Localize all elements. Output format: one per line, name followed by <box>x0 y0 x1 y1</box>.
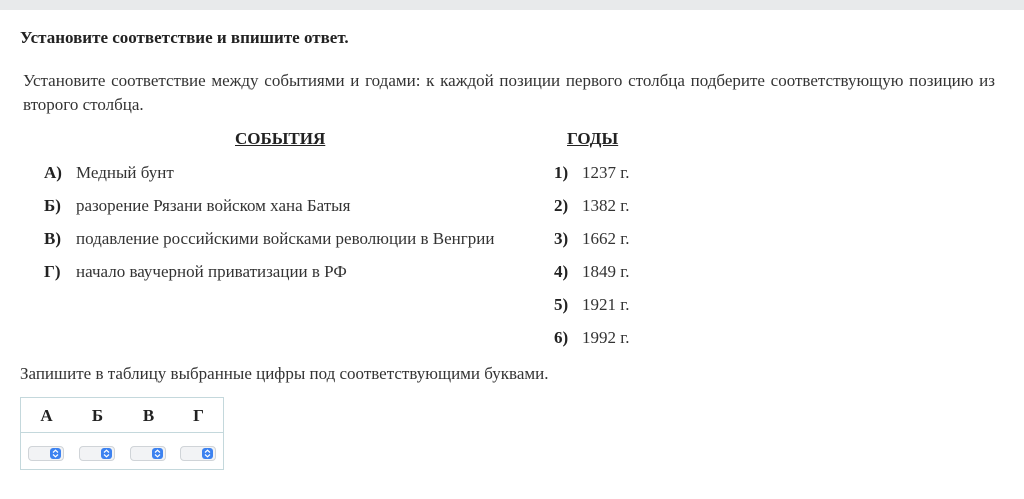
answer-select-a[interactable] <box>28 446 64 461</box>
answer-select-g[interactable] <box>180 446 216 461</box>
answer-table-header <box>21 398 223 433</box>
years-column-header: ГОДЫ <box>567 129 619 148</box>
chevron-up-down-icon <box>50 448 61 459</box>
year-text: 1237 г. <box>582 163 630 182</box>
year-row-1 <box>554 162 630 184</box>
answer-select-b[interactable] <box>79 446 115 461</box>
answer-header-b: Б <box>91 406 104 425</box>
question-text: Установите соответствие между событиями и годами: к каждой позиции первого столбца подберите соответствующую позицию из второго столбца. <box>23 71 995 114</box>
event-text: начало ваучерной приватизации в РФ <box>76 262 347 281</box>
year-row-3 <box>554 228 630 250</box>
event-row-g <box>44 261 347 283</box>
year-number: 6) <box>554 328 569 347</box>
event-letter: Г) <box>44 262 61 281</box>
event-letter: В) <box>44 229 61 248</box>
year-row-4 <box>554 261 630 283</box>
year-text: 1849 г. <box>582 262 630 281</box>
year-text: 1382 г. <box>582 196 630 215</box>
year-number: 4) <box>554 262 569 281</box>
year-row-6 <box>554 327 630 349</box>
event-row-b <box>44 195 350 217</box>
year-number: 5) <box>554 295 569 314</box>
answer-header-a: А <box>40 406 53 425</box>
event-row-v <box>44 228 494 250</box>
event-letter: Б) <box>44 196 61 215</box>
instruction-text: Запишите в таблицу выбранные цифры под соответствующими буквами. <box>20 364 549 383</box>
task-heading: Установите соответствие и впишите ответ. <box>20 28 349 47</box>
chevron-up-down-icon <box>202 448 213 459</box>
year-number: 2) <box>554 196 569 215</box>
events-column-header: СОБЫТИЯ <box>235 129 326 148</box>
year-text: 1992 г. <box>582 328 630 347</box>
top-bar <box>0 0 1024 10</box>
event-letter: А) <box>44 163 62 182</box>
event-row-a <box>44 162 174 184</box>
year-text: 1921 г. <box>582 295 630 314</box>
event-text: Медный бунт <box>76 163 174 182</box>
answer-select-v[interactable] <box>130 446 166 461</box>
event-text: подавление российскими войсками революции в Венгрии <box>76 229 495 248</box>
year-number: 1) <box>554 163 569 182</box>
answer-header-v: В <box>142 406 155 425</box>
chevron-up-down-icon <box>101 448 112 459</box>
year-text: 1662 г. <box>582 229 630 248</box>
year-row-2 <box>554 195 630 217</box>
event-text: разорение Рязани войском хана Батыя <box>76 196 351 215</box>
year-number: 3) <box>554 229 569 248</box>
year-row-5 <box>554 294 630 316</box>
answer-header-g: Г <box>193 406 204 425</box>
chevron-up-down-icon <box>152 448 163 459</box>
